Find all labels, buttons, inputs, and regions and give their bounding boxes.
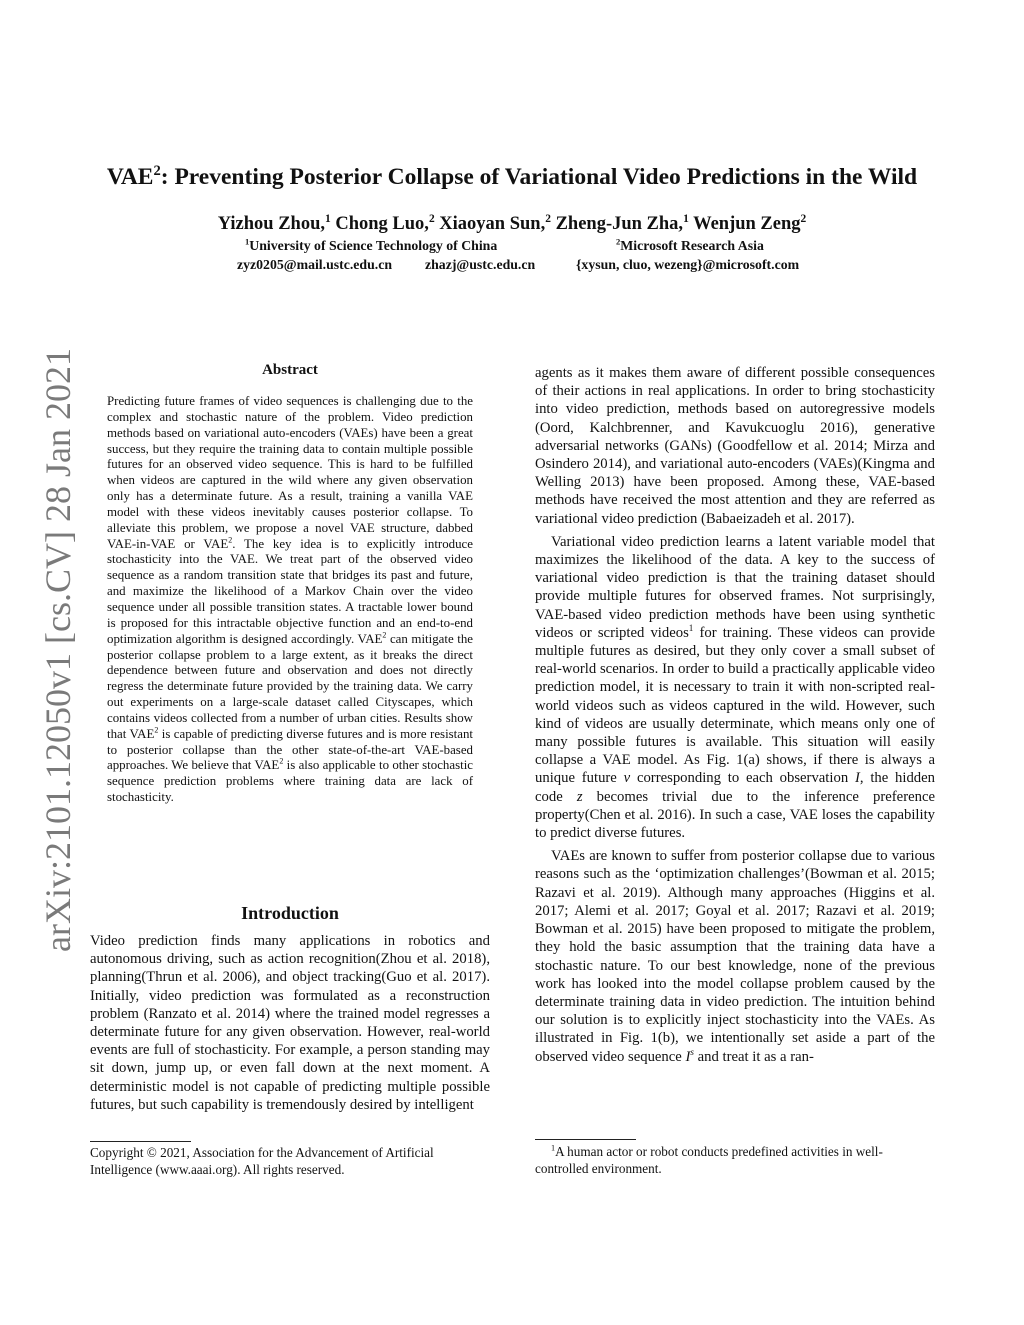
email-2: zhazj@ustc.edu.cn: [425, 257, 536, 272]
footnote-divider: [535, 1139, 636, 1140]
author-affil-mark: 2: [428, 212, 435, 225]
arxiv-stamp-text: arXiv:2101.12050v1 [cs.CV] 28 Jan 2021: [38, 348, 78, 952]
author-list: [40, 211, 984, 237]
abstract-heading: Abstract: [262, 362, 318, 378]
author-affil-mark: 1: [325, 212, 331, 225]
email-3: {xysun, cluo, wezeng}@microsoft.com: [576, 257, 800, 272]
paragraph-variational: Variational video prediction learns a latent variable model that maximizes the likelihood of the data. A key to the success of variational video prediction is that the training dataset should provide multiple futures for observed frames. Not surprisingly, VAE-based video prediction methods have been using synthetic videos or scripted videos$^1$ for training. These videos can provide multiple futures as desired, but they only cover a small subset of real-world scenarios. In order to build a practically applicable video prediction model, it is necessary to train it with non-scripted real-world videos such as videos captured in the wild. However, such kind of videos are usually determinate, which means only one of many possible futures is available. This situation will easily collapse a VAE model. As Fig. 1(a) shows, if there is always a unique future v corresponding to each observation I, the hidden code z becomes trivial due to the inference preference property(Chen et al. 2016). In such a case, VAE loses the capability to predict diverse futures.: [535, 533, 936, 842]
author-affil-mark: 2: [545, 212, 551, 225]
title-superscript: 2: [153, 163, 161, 180]
introduction-heading: Introduction: [241, 903, 339, 923]
affiliation-1: $^1$University of Science Technology of China: [245, 236, 498, 253]
paragraph-posterior-collapse: VAEs are known to suffer from posterior collapse due to various reasons such as the ‘optimization challenges’(Bowman et al. 2015; Razavi et al. 2019). Although many approaches (Higgins et al. 2017; Alemi et al. 2017; Goyal et al. 2017; Razavi et al. 2019; Bowman et al. 2015) have been proposed to mitigate the problem, they hold the basic assumption that the training data have a stochastic nature. To our best knowledge, none of the previous work has looked into the model collapse problem caused by the determinate training data in video prediction. The intuition behind our solution is to explicitly inject stochasticity into the VAEs. As illustrated in Fig. 1(b), we intentionally set aside a part of the observed video sequence $I^s$ and treat it as a ran-: [535, 848, 935, 1065]
author-name: Chong Luo,: [335, 214, 429, 234]
author-name: Zheng-Jun Zha,: [555, 214, 684, 234]
footnote-divider: [90, 1141, 191, 1142]
author-name: Wenjun Zeng: [693, 214, 801, 234]
paper-title: [40, 160, 984, 194]
author-name: Yizhou Zhou,: [217, 214, 325, 234]
paragraph-continued: agents as it makes them aware of different possible consequences of their actions in real applications. In order to bring stochasticity into video prediction, methods based on autoregressive models (Oord, Kalchbrenner, and Kavukcuoglu 2016), generative adversarial networks (GANs) (Goodfellow et al. 2014; Mirza and Osindero 2014), and variational auto-encoders (VAEs)(Kingma and Welling 2013) have been proposed. Among these, VAE-based methods have received the most attention and they are referred as variational video prediction (Babaeizadeh et al. 2017).: [535, 365, 935, 527]
author-affil-mark: 1: [683, 212, 689, 225]
copyright-notice: Copyright © 2021, Association for the Advancement of Artificial Intelligence (www.aaai.org). All rights reserved.: [90, 1145, 434, 1177]
footnote-1: $^1$A human actor or robot conducts predefined activities in well-controlled environment.: [535, 1143, 883, 1176]
email-1: zyz0205@mail.ustc.edu.cn: [237, 257, 393, 272]
title-prefix: VAE: [106, 164, 154, 190]
author-affil-mark: 2: [800, 212, 807, 225]
abstract-body: Predicting future frames of video sequences is challenging due to the complex and stochastic nature of the problem. Video prediction methods based on variational auto-encoders (VAEs) have been a great success, but they require the training data to contain multiple possible futures for an observed video sequence. This is hard to be fulfilled when videos are captured in the wild where any given observation only has a determinate future. As a result, training a vanilla VAE model with these videos inevitably causes posterior collapse. To alleviate this problem, we propose a novel VAE structure, dabbed VAE-in-VAE or VAE$^2$. The key idea is to explicitly introduce stochasticity into the VAE. We treat part of the observed video sequence as a random transition state that bridges its past and future, and maximize the likelihood of a Markov Chain over the video sequence under all possible transition states. A tractable lower bound is proposed for this intractable objective function and an end-to-end optimization algorithm is designed accordingly. VAE$^2$ can mitigate the posterior collapse problem to a large extent, as it breaks the direct dependence between future and observation and does not directly regress the determinate future provided by the training data. We carry out experiments on a large-scale dataset called Cityscapes, which contains videos collected from a number of urban cities. Results show that VAE$^2$ is capable of predicting diverse futures and is more resistant to posterior collapse than the other state-of-the-art VAE-based approaches. We believe that VAE$^2$ is also applicable to other stochastic sequence prediction problems where training data are lack of stochasticity.: [107, 394, 474, 805]
title-rest: : Preventing Posterior Collapse of Variational Video Predictions in the Wild: [160, 164, 918, 190]
introduction-paragraph: Video prediction finds many applications in robotics and autonomous driving, such as action recognition(Zhou et al. 2018), planning(Thrun et al. 2006), and object tracking(Guo et al. 2017). Initially, video prediction was formulated as a reconstruction problem (Ranzato et al. 2014) where the trained model regresses a determinate future for any given observation. However, real-world events are full of stochasticity. For example, a person standing may sit down, jump up, or even fall down at the next moment. A deterministic model is not capable of predicting multiple possible futures, but such capability is tremendously desired by intelligent: [90, 933, 490, 1113]
right-column: [535, 364, 935, 1066]
author-name: Xiaoyan Sun,: [439, 214, 546, 234]
affiliation-2: $^2$Microsoft Research Asia: [616, 236, 764, 253]
